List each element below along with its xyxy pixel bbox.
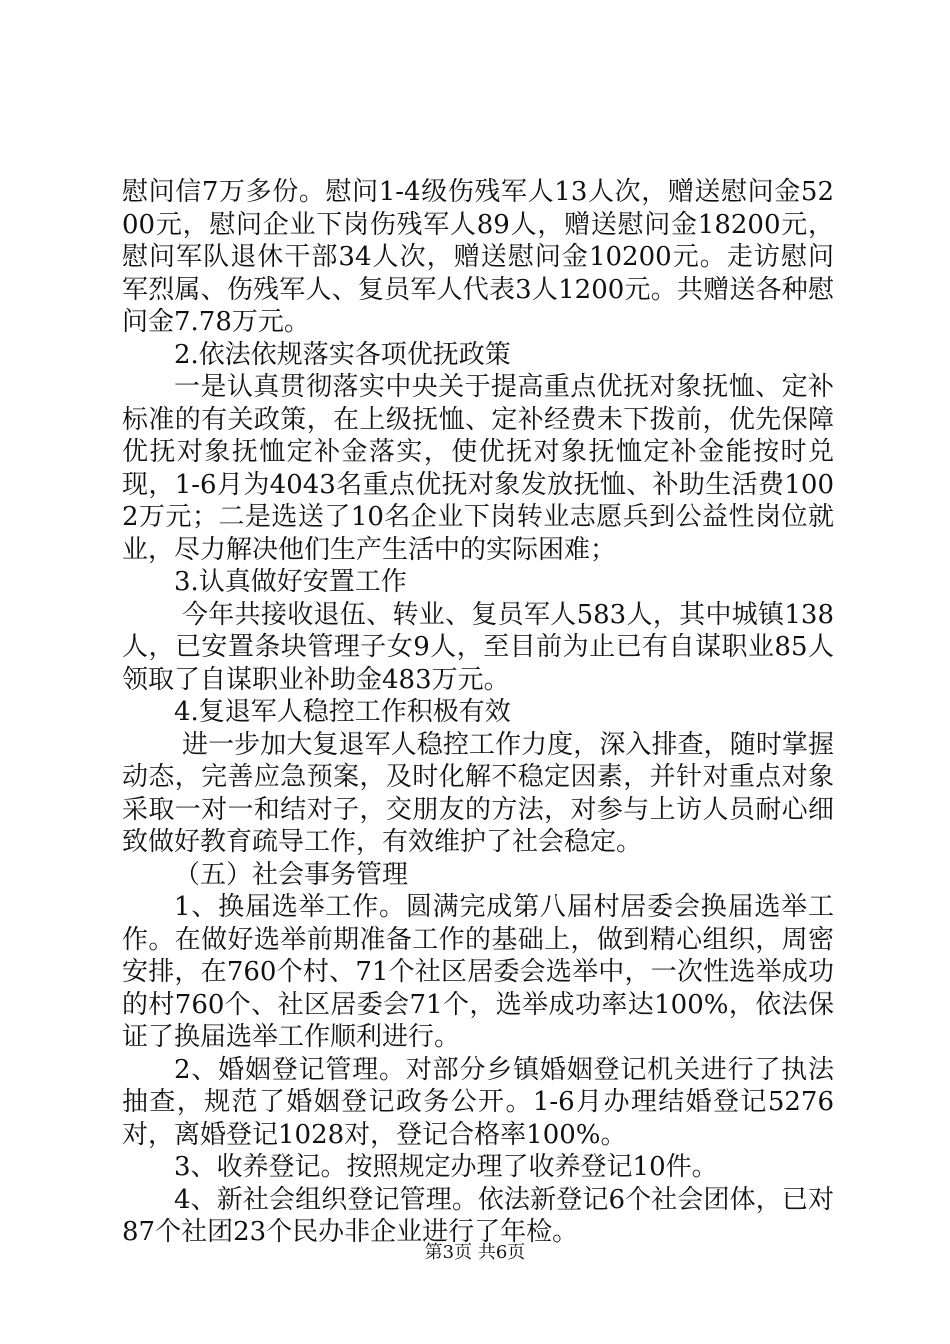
- paragraph-adoption-registration: 3、收养登记。按照规定办理了收养登记10件。: [174, 1152, 718, 1182]
- document-body: [122, 176, 834, 1249]
- heading-veteran-stability: 4.复退军人稳控工作积极有效: [174, 697, 511, 727]
- paragraph-marriage-registration: 2、婚姻登记管理。对部分乡镇婚姻登记机关进行了执法抽查，规范了婚姻登记政务公开。1-6月办理结婚登记5276对，离婚登记1028对，登记合格率100%。: [122, 1054, 834, 1150]
- paragraph-election-work: 1、换届选举工作。圆满完成第八届村居委会换届选举工作。在做好选举前期准备工作的基础上，做到精心组织，周密安排，在760个村、71个社区居委会选举中，一次性选举成功的村760个、社区居委会71个，选举成功率达100%，依法保证了换届选举工作顺利进行。: [122, 892, 834, 1052]
- heading-placement-work: 3.认真做好安置工作: [174, 567, 407, 597]
- paragraph-preferential-policy: 一是认真贯彻落实中央关于提高重点优抚对象抚恤、定补标准的有关政策，在上级抚恤、定补经费未下拨前，优先保障优抚对象抚恤定补金落实，使优抚对象抚恤定补金能按时兑现，1-6月为4043名重点优抚对象发放抚恤、补助生活费1002万元；二是选送了10名企业下岗转业志愿兵到公益性岗位就业，尽力解决他们生产生活中的实际困难；: [122, 372, 834, 565]
- page-number-footer: 第3页 共6页: [424, 1242, 526, 1263]
- paragraph-veteran-stability: 进一步加大复退军人稳控工作力度，深入排查，随时掌握动态，完善应急预案，及时化解不稳定因素，并针对重点对象采取一对一和结对子，交朋友的方法，对参与上访人员耐心细致做好教育疏导工作，有效维护了社会稳定。: [122, 729, 834, 857]
- paragraph-placement-work: 今年共接收退伍、转业、复员军人583人，其中城镇138人，已安置条块管理子女9人，至目前为止已有自谋职业85人领取了自谋职业补助金483万元。: [122, 599, 834, 695]
- paragraph-social-organization: 4、新社会组织登记管理。依法新登记6个社会团体，已对87个社团23个民办非企业进行了年检。: [122, 1184, 834, 1247]
- paragraph-consolation-summary: 慰问信7万多份。慰问1-4级伤残军人13人次，赠送慰问金5200元，慰问企业下岗伤残军人89人，赠送慰问金18200元，慰问军队退休干部34人次，赠送慰问金10200元。走访慰问军烈属、伤残军人、复员军人代表3人1200元。共赠送各种慰问金7.78万元。: [122, 177, 834, 337]
- heading-preferential-policy: 2.依法依规落实各项优抚政策: [174, 339, 511, 370]
- section-heading-social-affairs: （五）社会事务管理: [174, 859, 409, 890]
